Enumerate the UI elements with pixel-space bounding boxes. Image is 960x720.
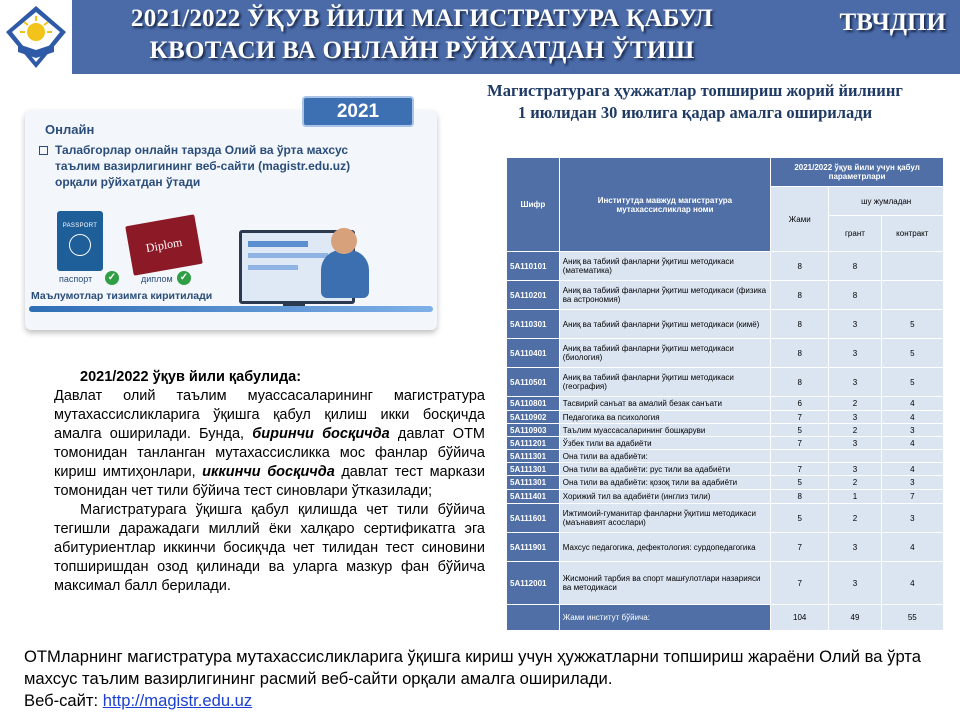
page-title-line-1: 2021/2022 ЎҚУВ ЙИЛИ МАГИСТРАТУРА ҚАБУЛ bbox=[130, 5, 714, 32]
cell-contract: 3 bbox=[881, 476, 943, 490]
header bbox=[0, 0, 960, 75]
quota-table bbox=[506, 157, 944, 631]
cell-contract: 5 bbox=[881, 368, 943, 397]
cell-contract: 4 bbox=[881, 533, 943, 562]
cell-total: 5 bbox=[771, 504, 829, 533]
cell-total: 6 bbox=[771, 397, 829, 411]
cell-contract: 5 bbox=[881, 339, 943, 368]
table-row bbox=[507, 562, 944, 605]
deadline-line-1: Магистратурага ҳужжатлар топшириш жорий йилнинг bbox=[487, 81, 903, 100]
cell-name: Таълим муассасаларининг бошқаруви bbox=[559, 424, 770, 437]
cell-code: 5A111401 bbox=[507, 490, 560, 504]
cell-name: Она тили ва адабиёти: bbox=[559, 450, 770, 463]
online-registration-card bbox=[25, 110, 437, 330]
cell-contract: 4 bbox=[881, 562, 943, 605]
table-row bbox=[507, 411, 944, 424]
diploma-label: диплом bbox=[141, 274, 173, 284]
cell-code: 5A111901 bbox=[507, 533, 560, 562]
cell-total: 8 bbox=[771, 490, 829, 504]
cell-name: Аниқ ва табиий фанларни ўқитиш методикаси (физика ва астрономия) bbox=[559, 281, 770, 310]
table-row bbox=[507, 368, 944, 397]
cell-grant: 2 bbox=[829, 504, 881, 533]
footer-note bbox=[24, 646, 944, 712]
cell-total: 8 bbox=[771, 252, 829, 281]
cell-grant: 3 bbox=[829, 463, 881, 476]
col-contract-header: контракт bbox=[881, 216, 943, 252]
table-row bbox=[507, 397, 944, 411]
cell-grant: 3 bbox=[829, 562, 881, 605]
cell-contract bbox=[881, 252, 943, 281]
card-bullet-text: Талабгорлар онлайн тарзда Олий ва ўрта махсус таълим вазирлигининг веб-сайти (magistr.edu.uz) орқали рўйхатдан ўтади bbox=[55, 143, 351, 189]
cell-grant: 3 bbox=[829, 310, 881, 339]
cell-code: 5A111601 bbox=[507, 504, 560, 533]
cell-name: Ижтимоий-гуманитар фанларни ўқитиш методикаси (маънавият асослари) bbox=[559, 504, 770, 533]
cell-total bbox=[771, 450, 829, 463]
year-badge: 2021 bbox=[302, 96, 414, 127]
cell-grant: 1 bbox=[829, 490, 881, 504]
cell-name: Педагогика ва психология bbox=[559, 411, 770, 424]
cell-name: Хорижий тил ва адабиёти (инглиз тили) bbox=[559, 490, 770, 504]
cell-grant bbox=[829, 450, 881, 463]
cell-code: 5A110801 bbox=[507, 397, 560, 411]
footer-site: Веб-сайт: http://magistr.edu.uz bbox=[24, 691, 253, 710]
cell-contract: 4 bbox=[881, 437, 943, 450]
cell-total: 7 bbox=[771, 463, 829, 476]
cell-total: 7 bbox=[771, 562, 829, 605]
passport-globe-icon bbox=[69, 234, 91, 256]
table-row bbox=[507, 339, 944, 368]
cell-name: Жисмоний тарбия ва спорт машғулотлари назарияси ва методикаси bbox=[559, 562, 770, 605]
passport-icon bbox=[57, 211, 103, 271]
cell-contract: 5 bbox=[881, 310, 943, 339]
footer-text: ОТМларнинг магистратура мутахассисликларига ўқишга кириш учун ҳужжатларни топшириш жараёни Олий ва ўрта махсус таълим вазирлигининг расмий веб-сайти орқали амалга оширилади. bbox=[24, 647, 921, 688]
cell-total: 5 bbox=[771, 476, 829, 490]
cell-total: 7 bbox=[771, 533, 829, 562]
admission-heading: 2021/2022 ўқув йили қабулида: bbox=[80, 369, 302, 385]
cell-total: 8 bbox=[771, 281, 829, 310]
total-cell bbox=[507, 605, 560, 631]
cell-total: 8 bbox=[771, 368, 829, 397]
col-total-header: Жами bbox=[771, 187, 829, 252]
cell-name: Махсус педагогика, дефектология: сурдопедагогика bbox=[559, 533, 770, 562]
table-row bbox=[507, 533, 944, 562]
cell-contract bbox=[881, 450, 943, 463]
admission-paragraph-2: Магистратурага ўқишга қабул қилишда чет тили бўйича тегишли даражадаги миллий ёки халқаро сертификатга эга абитуриентлар иккинчи босиқчда чет тилидан тест синовини топширишдан озод қилинади ва уларга мазкур фан бўйича максимал балл берилади. bbox=[54, 502, 485, 594]
total-cell: 49 bbox=[829, 605, 881, 631]
table-row bbox=[507, 463, 944, 476]
cell-code: 5A111301 bbox=[507, 476, 560, 490]
cell-name: Она тили ва адабиёти: рус тили ва адабиёти bbox=[559, 463, 770, 476]
table-row bbox=[507, 281, 944, 310]
table-row bbox=[507, 437, 944, 450]
passport-text: PASSPORT bbox=[62, 223, 98, 229]
cell-grant: 2 bbox=[829, 424, 881, 437]
cell-total: 8 bbox=[771, 310, 829, 339]
table-row bbox=[507, 504, 944, 533]
cell-code: 5A111301 bbox=[507, 450, 560, 463]
cell-code: 5A110903 bbox=[507, 424, 560, 437]
cell-code: 5A110101 bbox=[507, 252, 560, 281]
total-label: Жами институт бўйича: bbox=[559, 605, 770, 631]
cell-name: Аниқ ва табиий фанларни ўқитиш методикаси (биология) bbox=[559, 339, 770, 368]
cell-code: 5A110401 bbox=[507, 339, 560, 368]
website-link[interactable]: http://magistr.edu.uz bbox=[102, 691, 253, 710]
cell-contract: 4 bbox=[881, 397, 943, 411]
cell-code: 5A110201 bbox=[507, 281, 560, 310]
admission-text bbox=[54, 368, 485, 596]
cell-grant: 3 bbox=[829, 411, 881, 424]
cell-grant: 3 bbox=[829, 339, 881, 368]
diploma-icon: Diplom bbox=[125, 214, 203, 275]
table-row bbox=[507, 450, 944, 463]
card-footer: Маълумотлар тизимга киритилади bbox=[31, 290, 213, 302]
table-row bbox=[507, 310, 944, 339]
cell-contract: 4 bbox=[881, 463, 943, 476]
cell-contract bbox=[881, 281, 943, 310]
cell-total: 7 bbox=[771, 411, 829, 424]
title-bar bbox=[72, 0, 960, 74]
logo-sun-book-icon bbox=[2, 2, 70, 72]
cell-total: 7 bbox=[771, 437, 829, 450]
cell-contract: 3 bbox=[881, 424, 943, 437]
cell-code: 5A112001 bbox=[507, 562, 560, 605]
page-title-line-2: КВОТАСИ ВА ОНЛАЙН РЎЙХАТДАН ЎТИШ bbox=[149, 37, 695, 64]
col-grant-header: грант bbox=[829, 216, 881, 252]
cell-code: 5A110501 bbox=[507, 368, 560, 397]
cell-total: 8 bbox=[771, 339, 829, 368]
cell-code: 5A110301 bbox=[507, 310, 560, 339]
table-row bbox=[507, 476, 944, 490]
card-bullet bbox=[39, 142, 395, 190]
cell-grant: 8 bbox=[829, 281, 881, 310]
cell-name: Ўзбек тили ва адабиёти bbox=[559, 437, 770, 450]
cell-code: 5A110902 bbox=[507, 411, 560, 424]
cell-total: 5 bbox=[771, 424, 829, 437]
total-cell: 104 bbox=[771, 605, 829, 631]
card-heading: Онлайн bbox=[45, 122, 95, 137]
cell-contract: 3 bbox=[881, 504, 943, 533]
deadline-line-2: 1 июлидан 30 июлига қадар амалга оширилади bbox=[517, 103, 873, 122]
person-illustration bbox=[321, 250, 369, 298]
table-total-row bbox=[507, 605, 944, 631]
card-underline bbox=[29, 306, 433, 312]
check-icon: ✓ bbox=[105, 271, 119, 285]
table-row bbox=[507, 252, 944, 281]
passport-label: паспорт bbox=[59, 274, 93, 284]
check-icon: ✓ bbox=[177, 271, 191, 285]
cell-name: Аниқ ва табиий фанларни ўқитиш методикаси (кимё) bbox=[559, 310, 770, 339]
org-name: ТВЧДПИ bbox=[839, 9, 946, 36]
cell-code: 5A111201 bbox=[507, 437, 560, 450]
total-cell: 55 bbox=[881, 605, 943, 631]
col-name-header: Институтда мавжуд магистратура мутахассисликлар номи bbox=[559, 158, 770, 252]
col-including-header: шу жумладан bbox=[829, 187, 944, 216]
cell-grant: 3 bbox=[829, 368, 881, 397]
cell-grant: 3 bbox=[829, 437, 881, 450]
cell-grant: 8 bbox=[829, 252, 881, 281]
cell-name: Аниқ ва табиий фанларни ўқитиш методикаси (география) bbox=[559, 368, 770, 397]
cell-grant: 2 bbox=[829, 476, 881, 490]
cell-grant: 3 bbox=[829, 533, 881, 562]
col-params-header: 2021/2022 ўқув йили учун қабул параметрлари bbox=[771, 158, 944, 187]
checkbox-bullet-icon bbox=[39, 146, 48, 155]
person-head bbox=[331, 228, 357, 254]
cell-code: 5A111301 bbox=[507, 463, 560, 476]
table-row bbox=[507, 490, 944, 504]
cell-name: Тасвирий санъат ва амалий безак санъати bbox=[559, 397, 770, 411]
cell-contract: 4 bbox=[881, 411, 943, 424]
cell-grant: 2 bbox=[829, 397, 881, 411]
admission-paragraph-1: Давлат олий таълим муассасаларининг магистратура мутахассисликларига ўқишга қабул қилиш икки босқичда амалга оширилади. Бунда, биринчи босқичда давлат ОТМ томонидан танланган мутахассисликка мос фанлар бўйича кириш имтиҳонлари, иккинчи босқичда давлат тест маркази томонидан чет тили бўйича тест синовлари ўтказилади; bbox=[54, 388, 486, 499]
col-code-header: Шифр bbox=[507, 158, 560, 252]
cell-name: Аниқ ва табиий фанларни ўқитиш методикаси (математика) bbox=[559, 252, 770, 281]
deadline-heading bbox=[440, 80, 950, 124]
table-row bbox=[507, 424, 944, 437]
cell-contract: 7 bbox=[881, 490, 943, 504]
cell-name: Она тили ва адабиёти: қозоқ тили ва адабиёти bbox=[559, 476, 770, 490]
